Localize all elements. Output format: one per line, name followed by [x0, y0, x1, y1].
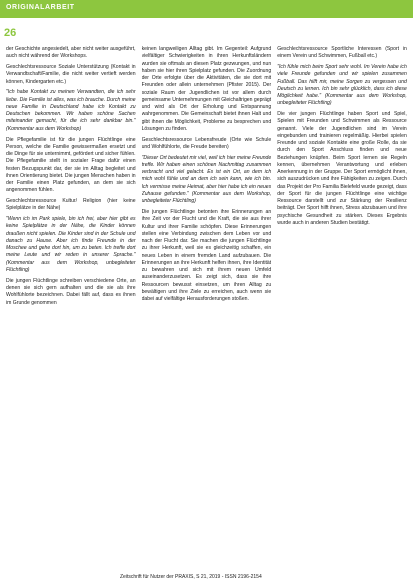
page-footer: Zeitschrift für Nutzer der PRAXIS, S 21, 2019 - ISSN 2196-2154	[120, 574, 262, 580]
section-label: ORIGINALARBEIT	[6, 4, 75, 11]
paragraph: Geschlechtsressource Sportliche Interessen (Sport in einem Verein und Schwimmen, Fußball etc.)	[277, 46, 407, 60]
text-column	[277, 46, 407, 572]
paragraph: "Wenn ich im Park spiele, bin ich frei, aber hier gibt es keine Spielplätze in der Nähe, die Kinder können draußen nicht spielen. Die Kinder sind in der Schule und danach zu Hause. Aber ich finde Freunde in der Moschee und gehe dort hin, um zu beten. Ich treffe dort meine Leute und wir reden in unserer Sprache." (Kommentar aus dem Workshop, unbegleiteter Flüchtling)	[6, 216, 136, 273]
text-column	[142, 46, 272, 572]
paragraph: Die Pflegefamilie ist für die jungen Flüchtlinge eine Person, welche die Familie gewissermaßen ersetzt und die Dinge für sie unternimmt, gefördert und sicher fühlen. Die Pflegefamilie stellt in sozialer Frage dafür einen festen Bezugspunkt dar, der sie im Alltag begleitet und ihnen Orientierung bietet. Die jungen Menschen haben in der Familie einen Platz gefunden, an dem sie sich angenommen fühlen.	[6, 136, 136, 194]
paragraph: "Ich fühle mich beim Sport sehr wohl. Im Verein habe ich viele Freunde gefunden und wir spielen zusammen Fußball. Das hilft mir, meine Sorgen zu vergessen und Deutsch zu lernen. Ich bin sehr glücklich, dass ich diese Möglichkeit habe." (Kommentar aus dem Workshop, unbegleiteter Flüchtling)	[277, 64, 407, 107]
text-columns	[6, 46, 407, 572]
page-number: 26	[4, 27, 17, 39]
paragraph: Geschlechtsressource Soziale Unterstützung (Kontakt in Verwandtschaft/Familie, die nicht weiter vertieft werden können, Kindergarten etc.)	[6, 64, 136, 85]
paragraph: "Ich habe Kontakt zu meinen Verwandten, die ich sehr liebe. Die Familie ist alles, was ich brauche. Durch meine neue Familie in Deutschland habe ich Kontakt zu Deutschen bekommen. Wir haben schöne Sachen miteinander gemacht, für die ich sehr dankbar bin." (Kommentar aus dem Workshop)	[6, 89, 136, 132]
paragraph: "Dieser Ort bedeutet mir viel, weil ich hier meine Freunde treffe. Wir haben einen schönen Nachmittag zusammen verbracht und viel gelacht. Es ist ein Ort, an dem ich mich wohl fühle und an dem ich sein kann, wie ich bin. Ich vermisse meine Heimat, aber hier habe ich ein neues Zuhause gefunden." (Kommentar aus dem Workshop, unbegleiteter Flüchtling)	[141, 154, 272, 205]
header-bar	[0, 0, 413, 18]
paragraph: keinen langweiligen Alltag gibt. Im Gegenteil: Aufgrund vielfältiger Schwierigkeiten in ihren Herkunftsländern wurden sie oftmals an diesen Platz gezwungen, und nun haben sie hier ihren Spielplatz gefunden. Die Zuordnung der Orte erfolgte über die Aktivitäten, die sie dort mit Freunden oder allein unternehmen (Pfister 2015). Der soziale Raum der Jugendlichen ist vor allem durch gemeinsame Unternehmungen mit Gleichaltrigen geprägt und wird als Ort der Erholung und Entspannung wahrgenommen. Die Gemeinschaft bietet ihnen Halt und gibt ihnen die Möglichkeit, Probleme zu besprechen und Lösungen zu finden.	[141, 46, 272, 132]
paragraph: Die jungen Flüchtlinge betonten ihre Erinnerungen an ihre Zeit vor der Flucht und die Kraft, die sie aus ihrer Kultur und ihrer Familie schöpfen. Diese Erinnerungen stellen eine Verbindung zwischen dem Leben vor und nach der Flucht dar. Sie machen die jungen Flüchtlinge zu ihrer Herkunft, weil sie es gleichzeitig schaffen, ein neues Leben in einem fremden Land aufzubauen. Die Erinnerungen an ihre Herkunft helfen ihnen, ihre Identität zu bewahren und sich mit ihrem neuen Umfeld auseinanderzusetzen. Es zeigt sich, dass sie ihre Ressourcen bewusst einsetzen, um ihren Alltag zu bewältigen und ihre Ziele zu erreichen, auch wenn sie dabei auf vielfältige Herausforderungen stoßen.	[141, 209, 272, 303]
text-column	[6, 46, 136, 572]
paragraph: Die vier jungen Flüchtlinge haben Sport und Spiel, Spielen mit Freunden und Schwimmen als Ressource genannt. Viele der Jugendlichen sind im Verein eingebunden und trainieren regelmäßig. Hierbei spielen Freunde und soziale Kontakte eine große Rolle, da sie durch den Sport Anschluss finden und neue Beziehungen knüpfen. Beim Sport lernen sie Regeln kennen, übernehmen Verantwortung und erleben Anerkennung in der Gruppe. Der Sport ermöglicht ihnen, sich auszudrücken und ihre Fähigkeiten zu zeigen. Durch das Projekt der Pro Familia Bielefeld wurde gezeigt, dass der Sport für die jungen Flüchtlinge eine wichtige Ressource darstellt und zur Stärkung der Resilienz beiträgt. Der Sport hilft ihnen, Stress abzubauen und ihre psychische Gesundheit zu stärken. Dieses Ergebnis wurde auch in anderen Studien bestätigt.	[277, 111, 407, 226]
paragraph: der Geschichte angesiedelt, aber nicht weiter ausgeführt, auch nicht während der Workshops.	[6, 46, 136, 60]
paragraph: Die jungen Flüchtlinge schreiben verschiedene Orte, an denen sie sich gern aufhalten und die sie als ihre Wohlfühlorte bezeichnen. Dabei fällt auf, dass es ihnen im Grunde genommen	[6, 277, 136, 306]
paragraph: Geschlechtsressource Kultur/ Religion (hier keine Spielplätze in der Nähe)	[6, 198, 136, 212]
paragraph: Geschlechtsressource Lebensfreude (Orte wie Schule und Wohlfühlorte, die Freude bereiten)	[141, 136, 272, 150]
